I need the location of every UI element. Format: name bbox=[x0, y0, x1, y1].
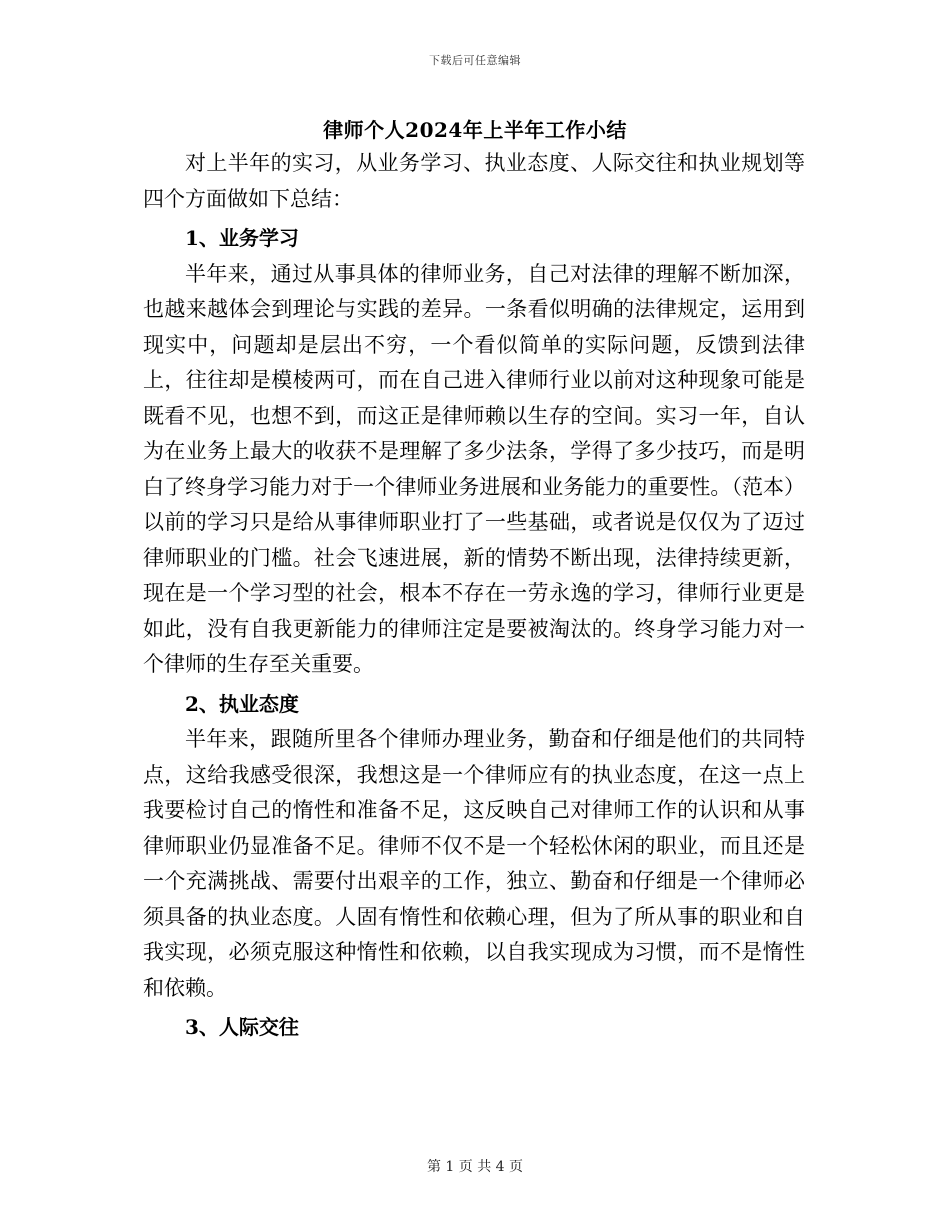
section-heading-interpersonal: 3、人际交往 bbox=[185, 1015, 299, 1039]
section-paragraph-business-study: 半年来，通过从事具体的律师业务，自己对法律的理解不断加深，也越来越体会到理论与实践的差异。一条看似明确的法律规定，运用到现实中，问题却是层出不穷，一个看似简单的实际问题，反馈到法律上，往往却是模棱两可，而在自己进入律师行业以前对这种现象可能是既看不见，也想不到，而这正是律师赖以生存的空间。实习一年，自认为在业务上最大的收获不是理解了多少法条，学得了多少技巧，而是明白了终身学习能力对于一个律师业务进展和业务能力的重要性。（范本）以前的学习只是给从事律师职业打了一些基础，或者说是仅仅为了迈过律师职业的门槛。社会飞速进展，新的情势不断出现，法律持续更新，现在是一个学习型的社会，根本不存在一劳永逸的学习，律师行业更是如此，没有自我更新能力的律师注定是要被淘汰的。终身学习能力对一个律师的生存至关重要。 bbox=[143, 261, 805, 676]
section-paragraph-practice-attitude: 半年来，跟随所里各个律师办理业务，勤奋和仔细是他们的共同特点，这给我感受很深，我想这是一个律师应有的执业态度，在这一点上我要检讨自己的惰性和准备不足，这反映自己对律师工作的认识和从事律师职业仍显准备不足。律师不仅不是一个轻松休闲的职业，而且还是一个充满挑战、需要付出艰辛的工作，独立、勤奋和仔细是一个律师必须具备的执业态度。人固有惰性和依赖心理，但为了所从事的职业和自我实现，必须克服这种惰性和依赖，以自我实现成为习惯，而不是惰性和依赖。 bbox=[143, 727, 805, 1000]
intro-paragraph: 对上半年的实习，从业务学习、执业态度、人际交往和执业规划等四个方面做如下总结： bbox=[143, 151, 805, 211]
page-number: 第 1 页 共 4 页 bbox=[426, 1159, 524, 1175]
section-heading-business-study: 1、业务学习 bbox=[185, 226, 299, 250]
page-header-note: 下载后可任意编辑 bbox=[429, 54, 521, 67]
document-body bbox=[143, 146, 805, 1046]
section-heading-practice-attitude: 2、执业态度 bbox=[185, 691, 299, 716]
document-title: 律师个人2024年上半年工作小结 bbox=[323, 118, 627, 142]
